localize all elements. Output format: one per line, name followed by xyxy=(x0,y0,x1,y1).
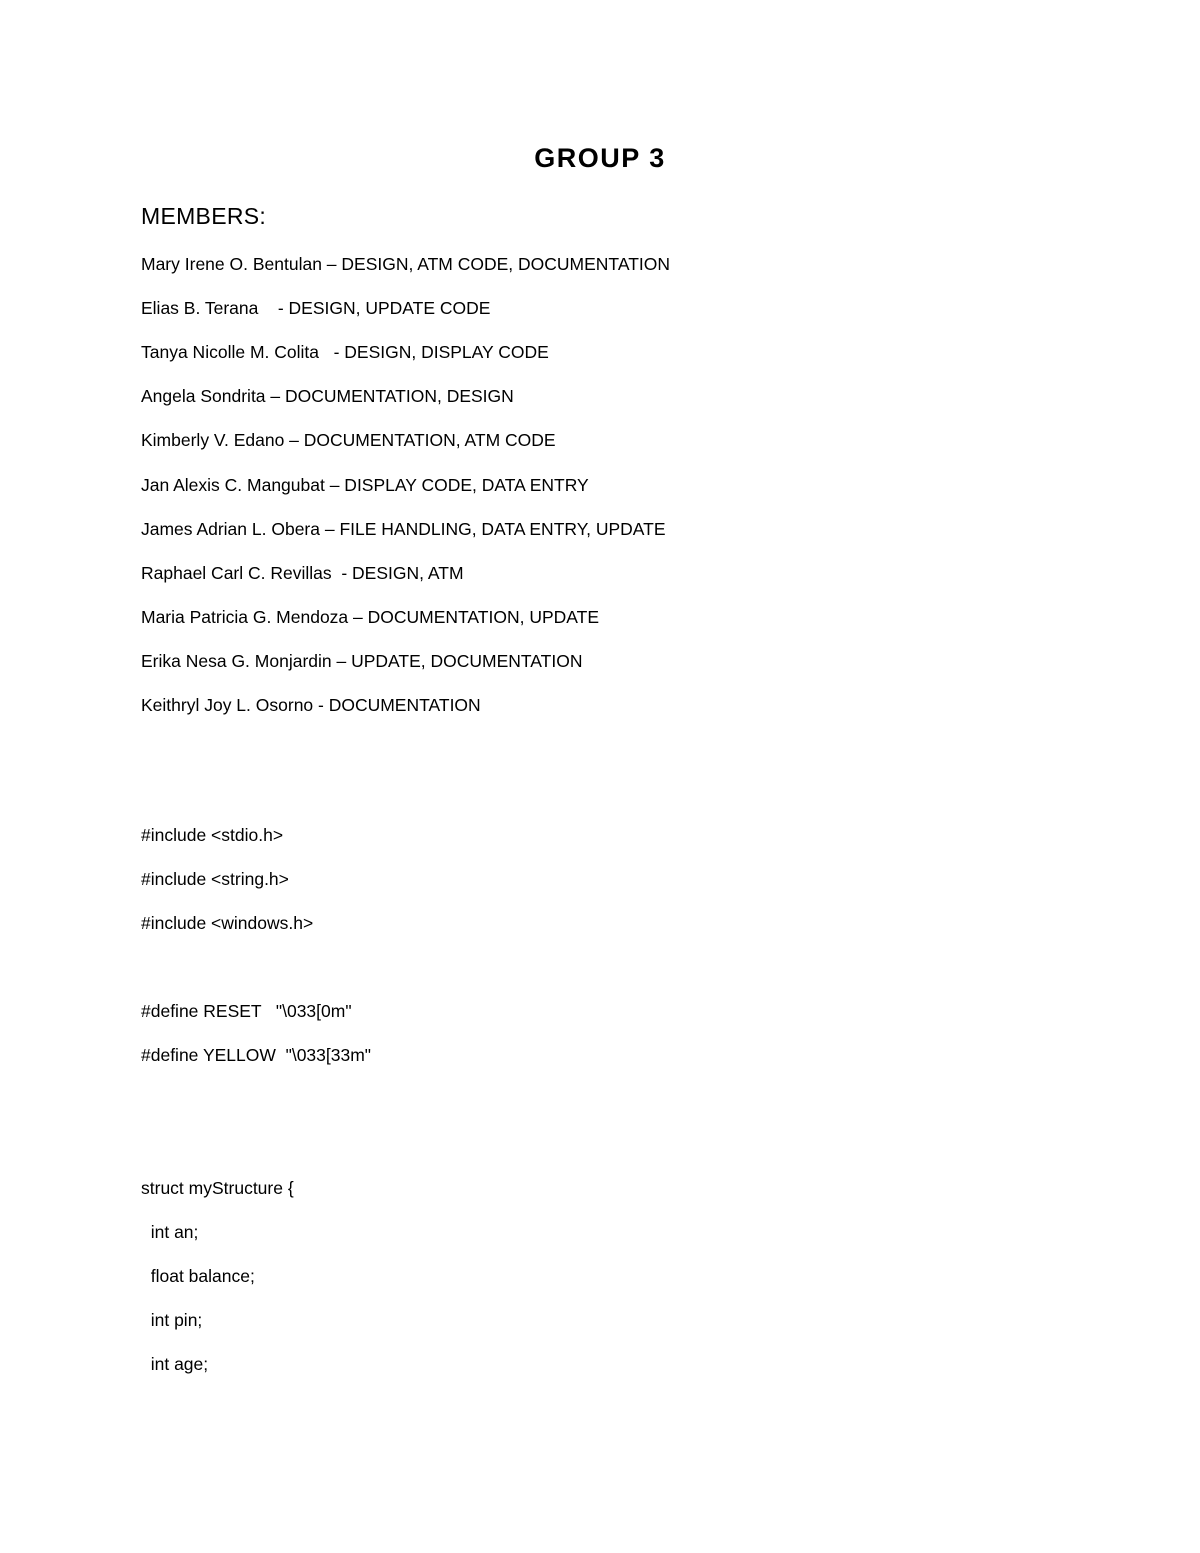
member-line: James Adrian L. Obera – FILE HANDLING, DATA ENTRY, UPDATE xyxy=(141,519,666,539)
member-line: Raphael Carl C. Revillas - DESIGN, ATM xyxy=(141,563,464,583)
code-line: #include <string.h> xyxy=(141,869,289,889)
member-line: Kimberly V. Edano – DOCUMENTATION, ATM CODE xyxy=(141,430,556,450)
member-line: Maria Patricia G. Mendoza – DOCUMENTATION, UPDATE xyxy=(141,607,600,627)
code-line: #define YELLOW "\033[33m" xyxy=(141,1045,372,1065)
member-line: Angela Sondrita – DOCUMENTATION, DESIGN xyxy=(141,386,514,406)
member-line: Mary Irene O. Bentulan – DESIGN, ATM CODE, DOCUMENTATION xyxy=(141,254,670,274)
member-line: Tanya Nicolle M. Colita - DESIGN, DISPLAY CODE xyxy=(141,342,549,362)
member-line: Keithryl Joy L. Osorno - DOCUMENTATION xyxy=(141,695,481,715)
code-line: int an; xyxy=(141,1222,199,1242)
code-line: int age; xyxy=(141,1354,209,1374)
code-line: #define RESET "\033[0m" xyxy=(141,1001,352,1021)
member-line: Erika Nesa G. Monjardin – UPDATE, DOCUMENTATION xyxy=(141,651,583,671)
members-heading: MEMBERS: xyxy=(141,203,267,229)
page-title: GROUP 3 xyxy=(534,143,666,173)
member-line: Elias B. Terana - DESIGN, UPDATE CODE xyxy=(141,298,491,318)
code-line: int pin; xyxy=(141,1310,203,1330)
code-line: #include <stdio.h> xyxy=(141,825,284,845)
code-line: struct myStructure { xyxy=(141,1178,294,1198)
code-line: float balance; xyxy=(141,1266,255,1286)
code-line: #include <windows.h> xyxy=(141,913,314,933)
member-line: Jan Alexis C. Mangubat – DISPLAY CODE, DATA ENTRY xyxy=(141,475,589,495)
